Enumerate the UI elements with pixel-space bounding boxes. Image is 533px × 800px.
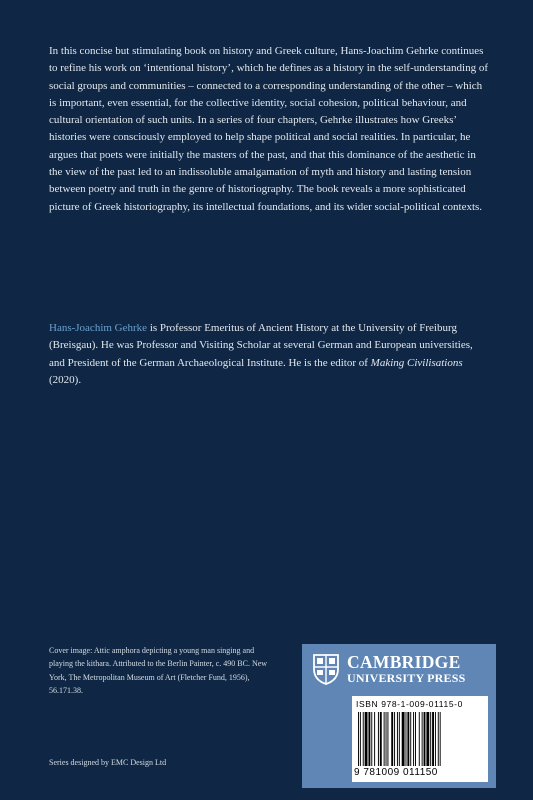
barcode-bar — [394, 712, 395, 766]
barcode-bar — [440, 712, 441, 766]
barcode-bar — [406, 712, 407, 766]
publisher-block — [302, 644, 496, 788]
barcode-bar — [430, 712, 431, 766]
barcode-bar — [374, 712, 375, 766]
barcode-bar — [368, 712, 370, 766]
barcode-bar — [358, 712, 359, 766]
barcode-bar — [422, 712, 423, 766]
barcode-bar — [365, 712, 368, 766]
isbn-label: ISBN 978-1-009-01115-0 — [356, 699, 463, 709]
barcode-bar — [399, 712, 400, 766]
barcode-bar — [397, 712, 398, 766]
barcode-bar — [419, 712, 420, 766]
barcode-bar — [415, 712, 416, 766]
isbn-barcode — [352, 696, 488, 782]
cambridge-crest-icon — [312, 653, 340, 685]
barcode-bar — [438, 712, 439, 766]
barcode-bar — [410, 712, 411, 766]
book-description: In this concise but stimulating book on history and Greek culture, Hans-Joachim Gehrke continues to refine his work on ‘intentional history’, which he defines as a history in the self-understanding of social groups and communities – connected to a corresponding understanding of the other – which is important, even essential, for the collective identity, social cohesion, political behaviour, and cultural orientation of such units. In a series of four chapters, Gehrke illustrates how Greeks’ histories were consciously employed to help shape political and social realities. In particular, he argues that poets were initially the masters of the past, and that this dominance of the aesthetic in the view of the past led to an indissoluble amalgamation of myth and history and lasting tension between poetry and truth in the genre of historiography. The book reveals a more sophisticated picture of Greek historiography, its intellectual foundations, and its wider social-political contexts. — [49, 45, 488, 213]
series-design-credit: Series designed by EMC Design Ltd — [49, 758, 167, 767]
publisher-logo — [312, 652, 465, 686]
barcode-bar — [387, 712, 388, 766]
barcode-bar — [371, 712, 372, 766]
publisher-name-line1: CAMBRIDGE — [347, 651, 461, 672]
barcode-bar — [380, 712, 382, 766]
barcode-bar — [426, 712, 429, 766]
author-name: Hans-Joachim Gehrke — [49, 322, 148, 334]
barcode-bar — [424, 712, 426, 766]
barcode-bar — [391, 712, 393, 766]
author-bio — [49, 320, 489, 389]
barcode-bar — [384, 712, 385, 766]
barcode-bar — [386, 712, 387, 766]
barcode-bar — [413, 712, 414, 766]
barcode-bar — [402, 712, 405, 766]
cover-image-credit: Cover image: Attic amphora depicting a young man singing and playing the kithara. Attributed to the Berlin Painter, c. 490 BC. New York, The Metropolitan Museum of Art (Fletcher Fund, 1956), 56.171.38. — [49, 646, 268, 696]
barcode-bar — [363, 712, 364, 766]
barcode-digits: 9 781009 011150 — [354, 767, 438, 778]
author-bio-text: is Professor Emeritus of Ancient History at the University of Freiburg (Breisgau). He was Professor and Visiting Scholar at several German and European universities, and President of the German Archaeological Institute. He is the editor of — [49, 322, 473, 369]
barcode-bars — [358, 712, 484, 766]
barcode-bar — [407, 712, 409, 766]
barcode-bar — [435, 712, 436, 766]
author-bio-end: (2020). — [49, 373, 82, 386]
barcode-bar — [360, 712, 361, 766]
publisher-name-line2: UNIVERSITY PRESS — [347, 671, 466, 686]
barcode-bar — [378, 712, 379, 766]
barcode-bar — [432, 712, 434, 766]
edited-book-title: Making Civilisations — [370, 356, 463, 369]
